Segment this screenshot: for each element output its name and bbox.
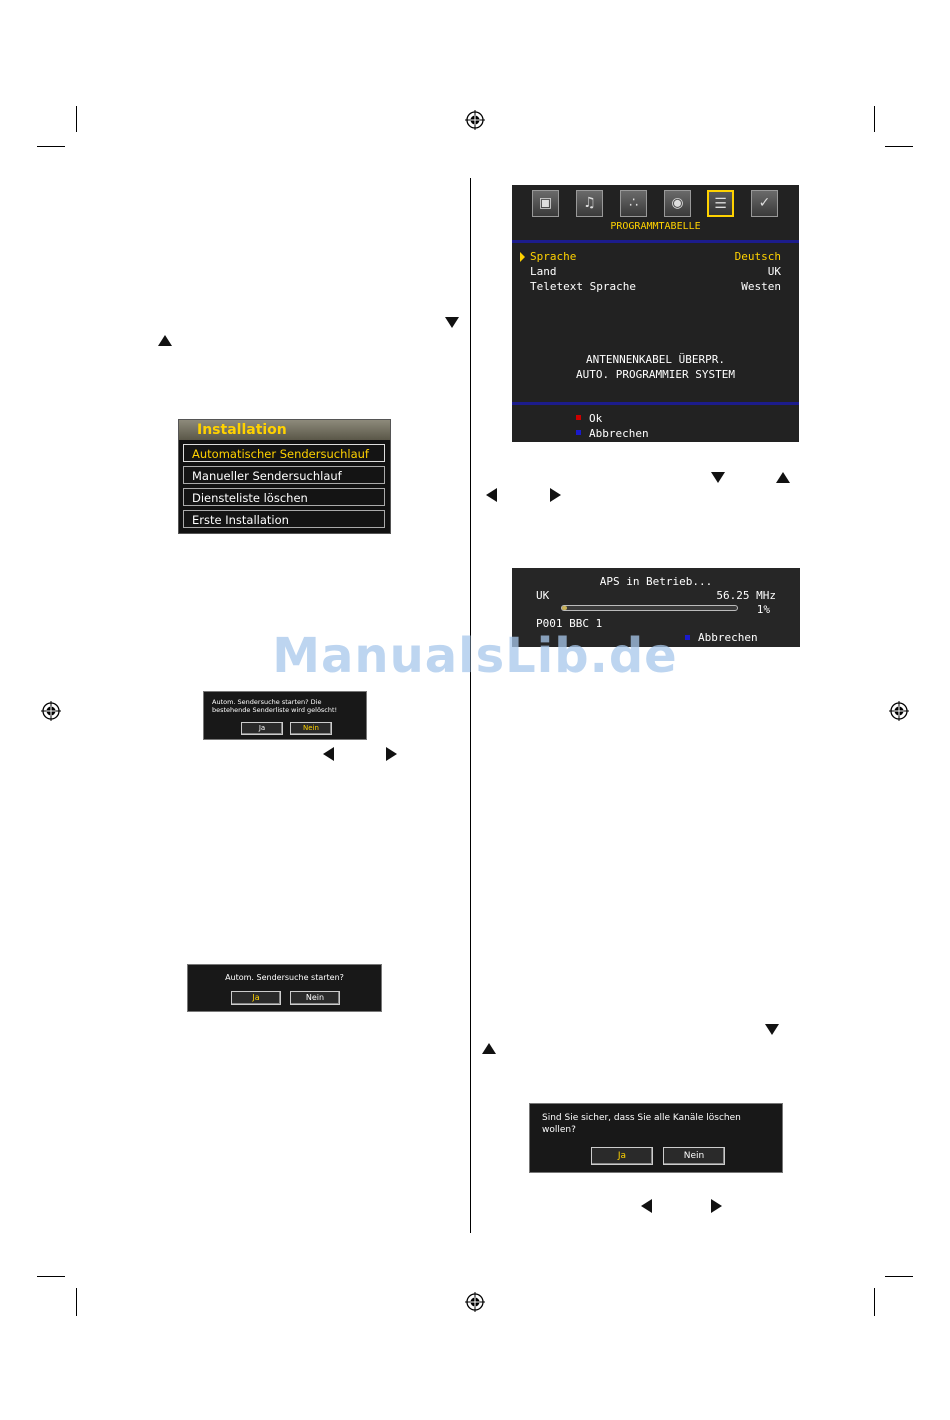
blue-key-icon (576, 430, 581, 435)
dialog-message-line1: Sind Sie sicher, dass Sie alle Kanäle löschen (542, 1113, 741, 1123)
aps-cancel-label[interactable]: Abbrechen (698, 631, 758, 644)
aps-frequency: 56.25 MHz (716, 589, 776, 602)
divider-top (512, 240, 799, 243)
aps-title: APS in Betrieb... (599, 575, 713, 588)
arrow-up-icon (158, 335, 172, 346)
red-key-icon (576, 415, 581, 420)
arrow-right-icon (386, 747, 397, 761)
selection-arrow-icon (520, 252, 525, 262)
dialog-message-line2: wollen? (542, 1125, 576, 1135)
arrow-right-icon (711, 1199, 722, 1213)
registration-mark-icon (465, 1292, 485, 1312)
installation-menu-title: Installation (179, 420, 390, 440)
row-label-language[interactable]: Sprache (530, 250, 577, 263)
watermark: ManualsLib.de (272, 628, 678, 684)
search-warning-dialog (203, 691, 367, 740)
menu-item-automatic-search[interactable]: Automatischer Sendersuchlauf (183, 444, 385, 462)
aps-progress-track (561, 605, 738, 611)
dialog-message-line1: Autom. Sendersuche starten? Die (212, 698, 322, 706)
picture-icon[interactable]: ▣ (532, 190, 559, 217)
arrow-left-icon (323, 747, 334, 761)
menu-item-first-installation[interactable]: Erste Installation (183, 510, 385, 528)
arrow-down-icon (445, 317, 459, 328)
row-label-country[interactable]: Land (530, 265, 557, 278)
menu-item-manual-search[interactable]: Manueller Sendersuchlauf (183, 466, 385, 484)
setup-icon[interactable]: ✓ (751, 190, 778, 217)
ok-label[interactable]: Ok (589, 412, 603, 425)
features-icon[interactable]: ∴ (620, 190, 647, 217)
crop-mark (885, 1276, 913, 1277)
no-button[interactable]: Nein (290, 722, 332, 735)
divider-bottom (512, 402, 799, 405)
crop-mark (76, 1288, 77, 1316)
info-line2: AUTO. PROGRAMMIER SYSTEM (576, 368, 735, 381)
yes-button[interactable]: Ja (591, 1147, 653, 1165)
dialog-message: Autom. Sendersuche starten? (225, 973, 344, 982)
crop-mark (37, 146, 65, 147)
registration-mark-icon (41, 701, 61, 721)
programmtabelle-title: PROGRAMMTABELLE (610, 221, 701, 232)
aps-progress-label: 1% (756, 603, 770, 616)
arrow-left-icon (641, 1199, 652, 1213)
yes-button[interactable]: Ja (241, 722, 283, 735)
channel-list-icon[interactable]: ☰ (707, 190, 734, 217)
aps-country: UK (536, 589, 550, 602)
no-button[interactable]: Nein (663, 1147, 725, 1165)
crop-mark (37, 1276, 65, 1277)
crop-mark (874, 1288, 875, 1316)
start-search-dialog (187, 964, 382, 1012)
column-divider (470, 178, 471, 1233)
registration-mark-icon (465, 110, 485, 130)
aps-progress-fill (562, 606, 567, 610)
info-line1: ANTENNENKABEL ÜBERPR. (585, 353, 726, 366)
dialog-message-line2: bestehende Senderliste wird gelöscht! (212, 706, 338, 714)
row-label-teletext[interactable]: Teletext Sprache (530, 280, 636, 293)
crop-mark (885, 146, 913, 147)
source-icon[interactable]: ◉ (664, 190, 691, 217)
delete-all-channels-dialog (529, 1103, 783, 1173)
arrow-left-icon (486, 488, 497, 502)
crop-mark (76, 106, 77, 132)
aps-channel: P001 BBC 1 (536, 617, 603, 630)
arrow-up-icon (482, 1043, 496, 1054)
row-value-language: Deutsch (734, 250, 781, 263)
row-value-teletext: Westen (741, 280, 781, 293)
no-button[interactable]: Nein (290, 991, 340, 1005)
registration-mark-icon (889, 701, 909, 721)
installation-menu (178, 419, 391, 534)
sound-icon[interactable]: ♫ (576, 190, 603, 217)
arrow-right-icon (550, 488, 561, 502)
row-value-country: UK (767, 265, 781, 278)
arrow-up-icon (776, 472, 790, 483)
crop-mark (874, 106, 875, 132)
arrow-down-icon (765, 1024, 779, 1035)
arrow-down-icon (711, 472, 725, 483)
menu-item-delete-service-list[interactable]: Diensteliste löschen (183, 488, 385, 506)
cancel-label[interactable]: Abbrechen (589, 427, 649, 440)
yes-button[interactable]: Ja (231, 991, 281, 1005)
